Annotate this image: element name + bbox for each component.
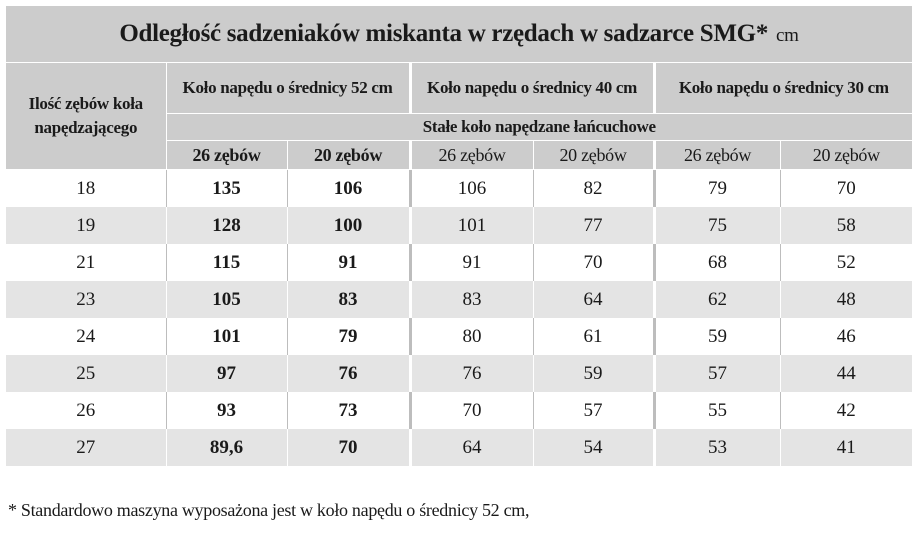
spacing-value-cell: 52 <box>780 244 912 281</box>
spacing-value-cell: 62 <box>654 281 780 318</box>
spacing-value-cell: 76 <box>410 355 533 392</box>
spacing-value-cell: 77 <box>533 207 654 244</box>
teeth-count-cell: 19 <box>6 207 166 244</box>
spacing-value-cell: 83 <box>410 281 533 318</box>
spacing-value-cell: 64 <box>410 429 533 466</box>
column-header: 20 zębów <box>533 141 654 170</box>
column-header: 20 zębów <box>780 141 912 170</box>
spacing-value-cell: 106 <box>410 170 533 208</box>
spacing-value-cell: 70 <box>287 429 410 466</box>
table-row <box>6 207 912 244</box>
spacing-value-cell: 61 <box>533 318 654 355</box>
spacing-value-cell: 93 <box>166 392 287 429</box>
spacing-value-cell: 82 <box>533 170 654 208</box>
spacing-value-cell: 128 <box>166 207 287 244</box>
table-row <box>6 281 912 318</box>
spacing-value-cell: 115 <box>166 244 287 281</box>
spacing-value-cell: 73 <box>287 392 410 429</box>
table-row <box>6 318 912 355</box>
teeth-count-cell: 23 <box>6 281 166 318</box>
table-title <box>6 6 912 62</box>
spacing-value-cell: 79 <box>654 170 780 208</box>
spacing-value-cell: 58 <box>780 207 912 244</box>
table-row <box>6 392 912 429</box>
spacing-value-cell: 68 <box>654 244 780 281</box>
column-header: 26 zębów <box>410 141 533 170</box>
teeth-count-cell: 24 <box>76 325 96 347</box>
spacing-value-cell: 100 <box>287 207 410 244</box>
spacing-table <box>6 62 912 466</box>
teeth-count-cell: 26 <box>76 399 96 421</box>
teeth-count-cell: 27 <box>6 429 166 466</box>
spacing-value-cell: 57 <box>533 392 654 429</box>
spacing-value-cell: 75 <box>654 207 780 244</box>
footnote: * Standardowo maszyna wyposażona jest w koło napędu o średnicy 52 cm, <box>8 500 530 520</box>
group-header-30: Koło napędu o średnicy 30 cm <box>654 63 912 114</box>
column-header: 26 zębów <box>654 141 780 170</box>
column-header: 26 zębów <box>166 141 287 170</box>
spacing-value-cell: 83 <box>287 281 410 318</box>
spacing-value-cell: 57 <box>654 355 780 392</box>
teeth-count-cell: 21 <box>76 251 96 273</box>
spacing-value-cell: 44 <box>780 355 912 392</box>
spacing-value-cell: 91 <box>287 244 410 281</box>
spacing-value-cell: 135 <box>166 170 287 208</box>
table-row <box>6 355 912 392</box>
spacing-value-cell: 97 <box>166 355 287 392</box>
spacing-value-cell: 70 <box>533 244 654 281</box>
teeth-count-cell: 18 <box>6 170 166 208</box>
spacing-value-cell: 106 <box>287 170 410 208</box>
spacing-value-cell: 59 <box>654 318 780 355</box>
table-row <box>6 429 912 466</box>
spacing-value-cell: 101 <box>410 207 533 244</box>
spacing-value-cell: 48 <box>780 281 912 318</box>
table-title-text: Odległość sadzeniaków miskanta w rzędach w sadzarce SMG* <box>119 20 769 47</box>
row-label-header: Ilość zębów koła napędzającego <box>6 63 166 170</box>
spacing-value-cell: 89,6 <box>166 429 287 466</box>
driven-wheel-subheader: Stałe koło napędzane łańcuchowe <box>166 114 912 141</box>
spacing-value-cell: 76 <box>287 355 410 392</box>
spacing-value-cell: 41 <box>780 429 912 466</box>
spacing-value-cell: 105 <box>166 281 287 318</box>
spacing-value-cell: 42 <box>780 392 912 429</box>
spacing-value-cell: 101 <box>166 318 287 355</box>
group-header-40: Koło napędu o średnicy 40 cm <box>410 63 654 114</box>
table-title-unit: cm <box>776 25 799 46</box>
spacing-value-cell: 79 <box>287 318 410 355</box>
spacing-value-cell: 54 <box>533 429 654 466</box>
spacing-value-cell: 53 <box>654 429 780 466</box>
spacing-value-cell: 55 <box>654 392 780 429</box>
spacing-value-cell: 70 <box>410 392 533 429</box>
spacing-table-container <box>6 6 912 466</box>
column-header: 20 zębów <box>287 141 410 170</box>
spacing-value-cell: 46 <box>780 318 912 355</box>
group-header-52: Koło napędu o średnicy 52 cm <box>166 63 410 114</box>
table-row <box>6 170 912 208</box>
teeth-count-cell: 25 <box>6 355 166 392</box>
spacing-value-cell: 80 <box>410 318 533 355</box>
spacing-value-cell: 91 <box>410 244 533 281</box>
spacing-value-cell: 70 <box>780 170 912 208</box>
spacing-value-cell: 59 <box>533 355 654 392</box>
spacing-value-cell: 64 <box>533 281 654 318</box>
table-row <box>6 244 912 281</box>
